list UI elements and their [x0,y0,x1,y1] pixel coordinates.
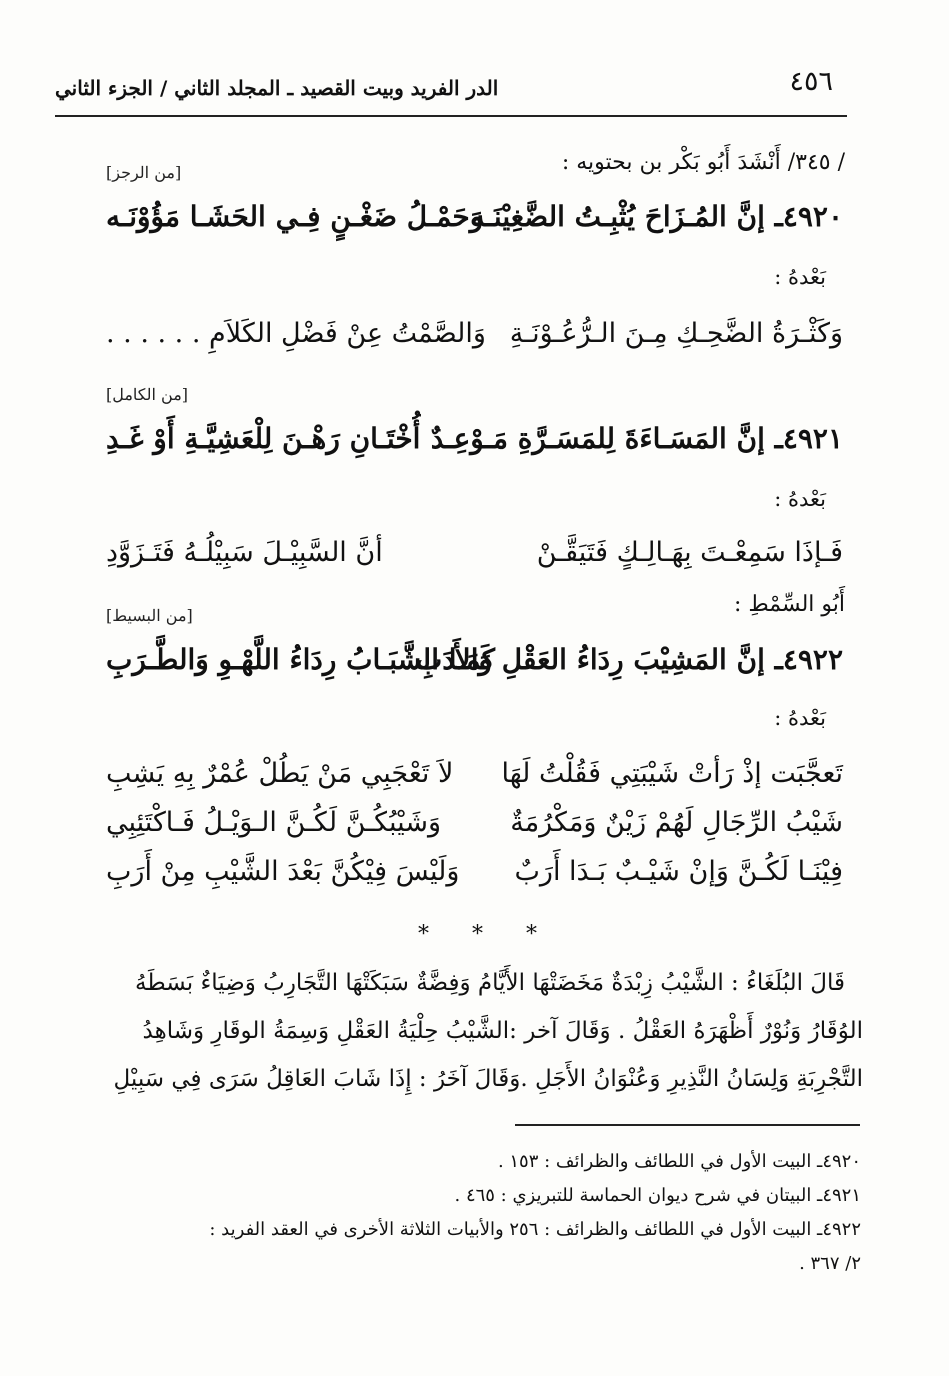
verse-first-hemistich: فَـإذَا سَمِعْـتَ بِهَـالِـكٍ فَتَيَقَّـنْ [536,537,843,568]
verse-first-hemistich: فِيْنَـا لَكُـنَّ وَإنْ شَيْـبٌ بَـدَا أَرَبٌ [514,856,843,887]
meter-label: [من الرجز] [106,163,182,182]
prose-line: قَالَ البُلَغَاءُ : الشَّيْبُ زِبْدَةٌ مَخَضَتْهَا الأَيَّامُ وَفِضَّةٌ سَبَكَتْهَا التَّجَارِبُ وَضِيَاءٌ بَسَطَهُ [135,970,845,996]
verse-first-hemistich: وَكَثْـرَةُ الضَّحِـكِ مِـنَ الـرُّعُـوْنَـةِ [509,318,843,349]
verse-first-hemistich: ٤٩٢٠ـ إنَّ المُـزَاحَ يُثْبِـتُ الضَّغِيْنَـه [470,200,843,233]
verse-first-hemistich: ٤٩٢١ـ إنَّ المَسَـاءَةَ لِلمَسَـرَّةِ مَـوْعِـدٌ [430,422,843,455]
verse-first-hemistich: ٤٩٢٢ـ إنَّ المَشِيْبَ رِدَاءُ العَقْلِ وَالأَدَبِ [415,643,843,676]
section-separator: * * * [418,922,555,947]
verse-first-hemistich: تَعجَّبَت إذْ رَأتْ شَيْبَتِي فَقُلْتُ لَهَا [501,758,843,789]
prose-line: التَّجْرِبَةِ وَلِسَانُ النَّذِيرِ وَعُنْوَانُ الأَجَلِ .وَقَالَ آخَرُ : إِذَا شَابَ العَاقِلُ سَرَى فِي سَبِيْلِ [113,1066,863,1092]
footnote-rule [515,1124,860,1126]
intro-line: أَبُو السِّمْطِ : [733,592,845,617]
running-head [55,66,845,112]
footnote: ٢/ ٣٦٧ . [799,1253,861,1274]
after-label: بَعْدهُ : [774,487,826,511]
verse-second-hemistich: أنَّ السَّبِيْـلَ سَبِيْلُـهُ فَتَـزَوَّدِ [106,537,383,568]
verse-second-hemistich: وَحَمْـلُ ضَغْـنٍ فِـي الحَشَـا مَؤُوْنَـه [106,200,484,233]
verse-second-hemistich: وَالصَّمْتُ عِنْ فَضْلِ الكَلاَمِ . . . . . . [106,318,486,349]
meter-label: [من الكامل] [106,385,189,404]
footnote: ٤٩٢٠ـ البيت الأول في اللطائف والظرائف : ١٥٣ . [497,1151,861,1172]
book-title: الدر الفريد وبيت القصيد ـ المجلد الثاني / الجزء الثاني [55,76,499,100]
after-label: بَعْدهُ : [774,265,826,289]
page-number: ٤٥٦ [789,66,833,97]
footnote: ٤٩٢١ـ البيتان في شرح ديوان الحماسة للتبريزي : ٤٦٥ . [454,1185,861,1206]
verse-second-hemistich: أُخْتَـانِ رَهْـنَ لِلْعَشِيَّـةِ أَوْ غَـدِ [106,422,421,455]
verse-second-hemistich: كَمَـا الشَّبَـابُ رِدَاءُ اللَّهْـوِ وَالطَّـرَبِ [106,643,495,676]
after-label: بَعْدهُ : [774,706,826,730]
meter-label: [من البسيط] [106,606,193,625]
footnote: ٤٩٢٢ـ البيت الأول في اللطائف والظرائف : ٢٥٦ والأبيات الثلاثة الأخرى في العقد الفريد : [209,1219,861,1240]
verse-first-hemistich: شَيْبُ الرِّجَالِ لَهُمْ زَيْنٌ وَمَكْرُمَةٌ [510,807,843,838]
verse-second-hemistich: وَلَيْسَ فِيْكُنَّ بَعْدَ الشَّيْبِ مِنْ أَرَبِ [106,856,460,887]
verse-second-hemistich: لاَ تَعْجَبِي مَنْ يَطُلْ عُمْرٌ بِهِ يَشِبِ [106,758,454,789]
prose-line: الوُقَارُ وَنُوْرٌ أَظْهَرَهُ العَقْلُ . وَقَالَ آخر :الشَّيْبُ حِلْيَةُ العَقْلِ وَسِمَةُ الوقَارِ وَشَاهِدُ [142,1018,863,1044]
verse-second-hemistich: وَشَيْبُكُـنَّ لَكُـنَّ الـوَيْـلُ فَـاكْتَئِبِي [106,807,441,838]
header-rule [55,115,847,117]
intro-line: / ٣٤٥/ أَنْشَدَ أَبُو بَكْر بن بحتويه : [561,150,845,175]
